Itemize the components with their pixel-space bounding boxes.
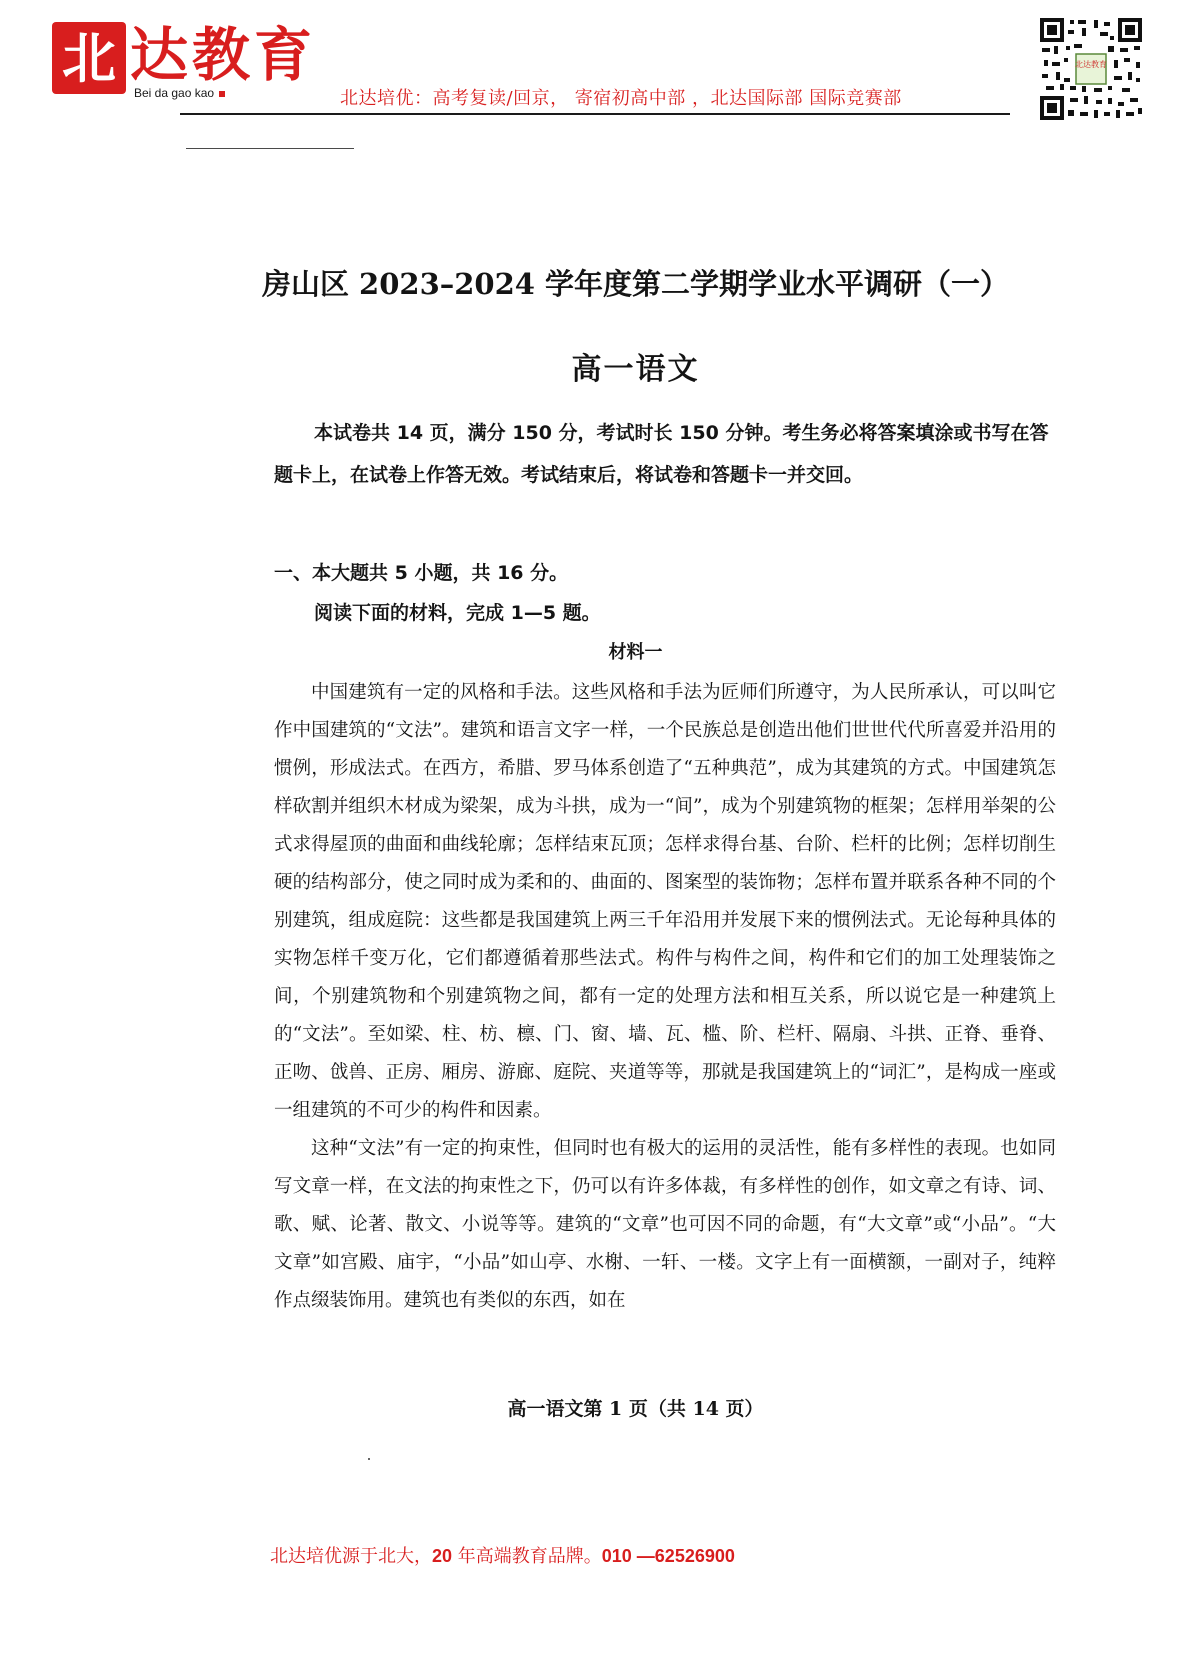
logo-pinyin-text: Bei da gao kao: [134, 86, 215, 100]
footer-advert: [270, 1542, 735, 1568]
qr-code-icon: [1038, 16, 1144, 122]
material-title: 材料一: [608, 642, 663, 663]
exam-instructions: [274, 412, 1054, 496]
instructions-line-2: 题卡上，在试卷上作答无效。考试结束后，将试卷和答题卡一并交回。: [274, 464, 864, 486]
material-paragraph-2: 这种“文法”有一定的拘束性，但同时也有极大的运用的灵活性，能有多样性的表现。也如同写文章一样，在文法的拘束性之下，仍可以有许多体裁，有多样性的创作，如文章之有诗、词、歌、赋、论著、散文、小说等等。建筑的“文章”也可因不同的命题，有“大文章”或“小品”。“大文章”如宫殿、庙宇，“小品”如山亭、水榭、一轩、一楼。文字上有一面横额，一副对子，纯粹作点缀装饰用。建筑也有类似的东西，如在: [274, 1138, 1056, 1311]
instructions-line-1: 本试卷共 14 页，满分 150 分，考试时长 150 分钟。考生务必将答案填涂或书写在答: [314, 422, 1049, 444]
logo-mark: [52, 22, 126, 94]
footer-ad-text: 北达培优源于北大，: [270, 1546, 432, 1567]
logo-pinyin: [134, 86, 225, 100]
exam-title: 房山区 2023–2024 学年度第二学期学业水平调研（一）: [261, 267, 1010, 301]
footer-ad-phone: 010 —62526900: [601, 1546, 735, 1566]
logo-wordmark: 达教育: [130, 21, 317, 89]
logo-first-char: 北: [62, 26, 116, 90]
header-rule-short: [186, 148, 354, 149]
material-paragraph-1: 中国建筑有一定的风格和手法。这些风格和手法为匠师们所遵守，为人民所承认，可以叫它作中国建筑的“文法”。建筑和语言文字一样，一个民族总是创造出他们世世代代所喜爱并沿用的惯例，形成法式。在西方，希腊、罗马体系创造了“五种典范”，成为其建筑的方式。中国建筑怎样砍割并组织木材成为梁架，成为斗拱，成为一“间”，成为个别建筑物的框架；怎样用举架的公式求得屋顶的曲面和曲线轮廓；怎样结束瓦顶；怎样求得台基、台阶、栏杆的比例；怎样切削生硬的结构部分，使之同时成为柔和的、曲面的、图案型的装饰物；怎样布置并联系各种不同的个别建筑，组成庭院：这些都是我国建筑上两三千年沿用并发展下来的惯例法式。无论每种具体的实物怎样千变万化，它们都遵循着那些法式。构件与构件之间，构件和它们的加工处理装饰之间，个别建筑物和个别建筑物之间，都有一定的处理方法和相互关系，所以说它是一种建筑上的“文法”。至如梁、柱、枋、檩、门、窗、墙、瓦、槛、阶、栏杆、隔扇、斗拱、正脊、垂脊、正吻、戗兽、正房、厢房、游廊、庭院、夹道等等，那就是我国建筑上的“词汇”，是构成一座或一组建筑的不可少的构件和因素。: [274, 682, 1056, 1121]
scan-dot: [368, 1458, 370, 1460]
exam-subject: 高一语文: [571, 352, 700, 387]
qr-center-label: 北达教育: [1075, 60, 1107, 69]
header-slogan: 北达培优：高考复读/回京， 寄宿初高中部 ，北达国际部 国际竞赛部: [340, 88, 902, 109]
section-heading: 一、本大题共 5 小题，共 16 分。: [274, 562, 569, 584]
footer-ad-years: 20: [432, 1546, 453, 1566]
section-subheading: 阅读下面的材料，完成 1—5 题。: [314, 602, 601, 624]
material-body: [274, 674, 1056, 1320]
header-rule: [180, 113, 1010, 115]
page-number-label: 高一语文第 1 页（共 14 页）: [507, 1398, 764, 1420]
footer-ad-text-2: 年高端教育品牌。: [452, 1546, 602, 1567]
logo-square-icon: [219, 91, 225, 97]
